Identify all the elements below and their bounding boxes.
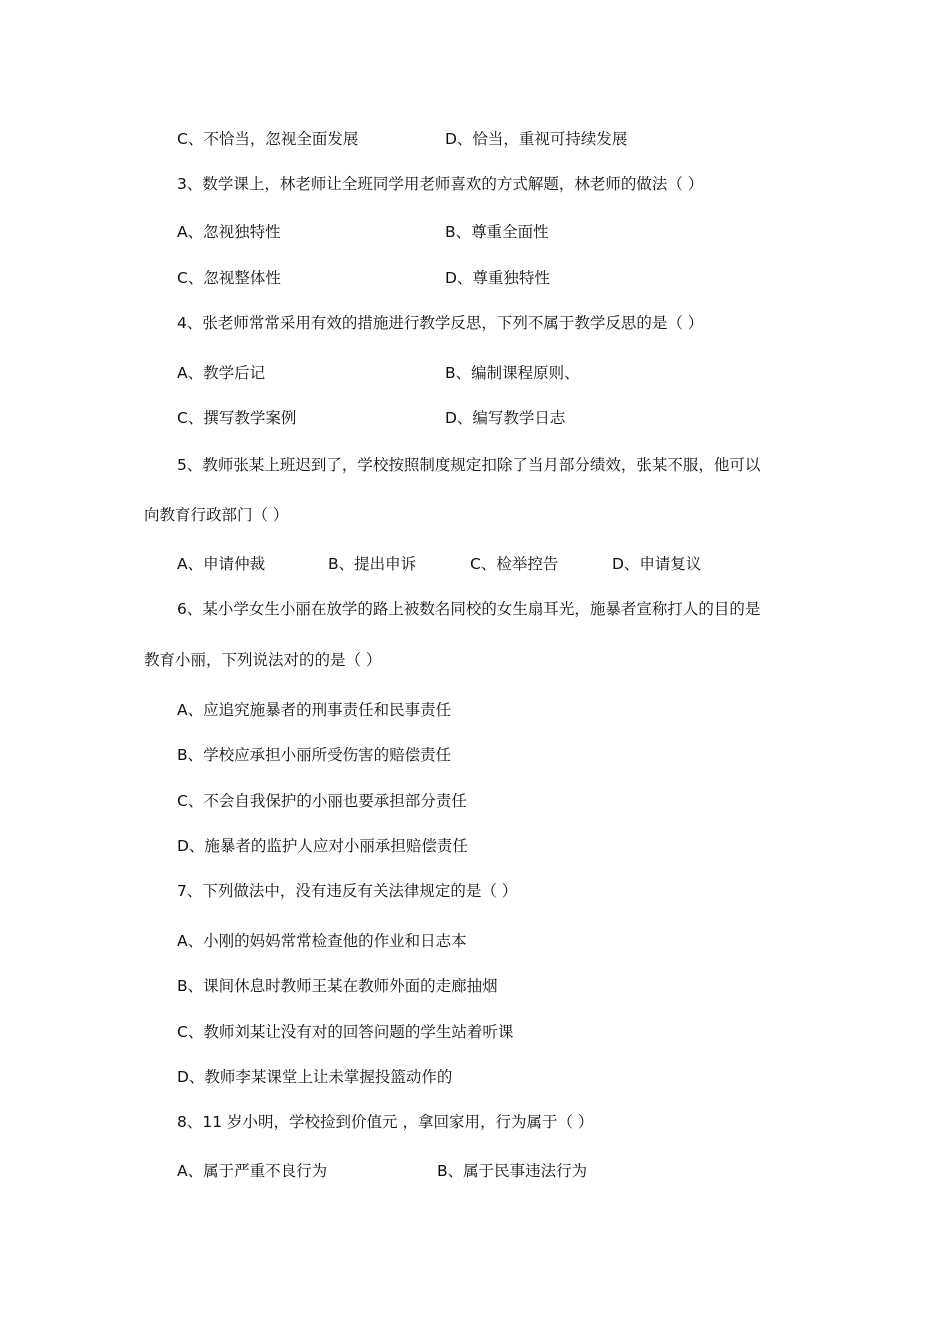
question-3: 3、数学课上，林老师让全班同学用老师喜欢的方式解题，林老师的做法（ ） <box>177 175 704 193</box>
question-6-line-2: 教育小丽，下列说法对的的是（ ） <box>144 651 382 669</box>
question-6-line-1: 6、某小学女生小丽在放学的路上被数名同校的女生扇耳光，施暴者宣称打人的目的是 <box>177 600 761 618</box>
option-d: D、申请复议 <box>612 555 702 573</box>
question-8: 8、11 岁小明，学校捡到价值元 ，拿回家用，行为属于（ ） <box>177 1113 594 1131</box>
option-d: D、尊重独特性 <box>445 269 550 287</box>
option-a: A、教学后记 <box>177 364 266 382</box>
option-b: B、课间休息时教师王某在教师外面的走廊抽烟 <box>177 977 498 995</box>
option-d: D、编写教学日志 <box>445 409 566 427</box>
option-c: C、忽视整体性 <box>177 269 281 287</box>
option-a: A、忽视独特性 <box>177 223 281 241</box>
option-b: B、提出申诉 <box>328 555 417 573</box>
option-c: C、不会自我保护的小丽也要承担部分责任 <box>177 792 467 810</box>
option-a: A、小刚的妈妈常常检查他的作业和日志本 <box>177 932 467 950</box>
option-d: D、恰当，重视可持续发展 <box>445 130 628 148</box>
option-a: A、申请仲裁 <box>177 555 266 573</box>
option-b: B、尊重全面性 <box>445 223 549 241</box>
option-a: A、属于严重不良行为 <box>177 1162 328 1180</box>
question-7: 7、下列做法中，没有违反有关法律规定的是（ ） <box>177 882 518 900</box>
option-c: C、检举控告 <box>470 555 559 573</box>
option-a: A、应追究施暴者的刑事责任和民事责任 <box>177 701 452 719</box>
question-4: 4、张老师常常采用有效的措施进行教学反思，下列不属于教学反思的是（ ） <box>177 314 704 332</box>
option-c: C、教师刘某让没有对的回答问题的学生站着听课 <box>177 1023 514 1041</box>
option-b: B、学校应承担小丽所受伤害的赔偿责任 <box>177 746 452 764</box>
question-5-line-1: 5、教师张某上班迟到了，学校按照制度规定扣除了当月部分绩效，张某不服，他可以 <box>177 456 761 474</box>
option-d: D、教师李某课堂上让未掌握投篮动作的 <box>177 1068 453 1086</box>
option-d: D、施暴者的监护人应对小丽承担赔偿责任 <box>177 837 468 855</box>
option-b: B、编制课程原则、 <box>445 364 580 382</box>
option-c: C、不恰当，忽视全面发展 <box>177 130 359 148</box>
option-b: B、属于民事违法行为 <box>437 1162 588 1180</box>
question-5-line-2: 向教育行政部门（ ） <box>144 506 289 524</box>
option-c: C、撰写教学案例 <box>177 409 297 427</box>
